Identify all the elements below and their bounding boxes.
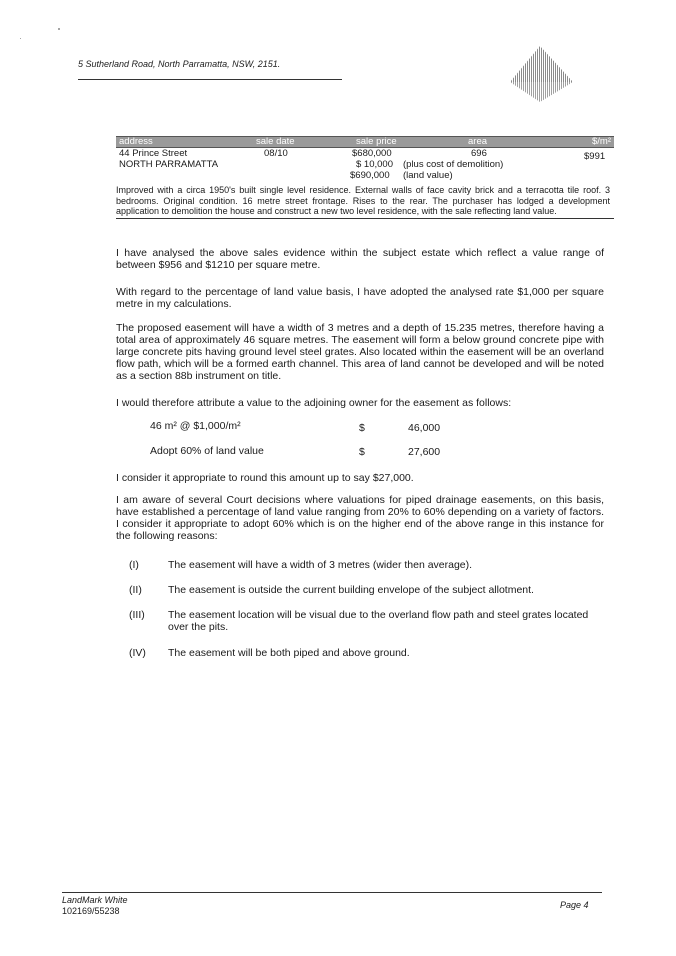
sale-street: 44 Prince Street	[119, 148, 188, 159]
scan-speck	[58, 28, 60, 30]
paragraph-court-decisions: I am aware of several Court decisions where valuations for piped drainage easements, on this basis, have established a percentage of land value ranging from 20% to 60% depending on a variety of factors. I consider it appropriate to adopt 60% which is on the higher end of the above range in this instance for the following reasons:	[116, 494, 604, 542]
reason-number: (IV)	[129, 647, 146, 659]
reason-text: The easement will have a width of 3 metres (wider then average).	[168, 559, 473, 571]
calc-line1-value: 46,000	[408, 422, 441, 434]
header-rule	[78, 79, 342, 80]
calc-line2-currency: $	[359, 446, 365, 458]
calc-line2-label: Adopt 60% of land value	[150, 445, 264, 457]
sale-date: 08/10	[264, 148, 288, 159]
col-rate: $/m²	[592, 136, 611, 147]
page-number: Page 4	[560, 900, 589, 910]
table-bottom-rule	[116, 218, 614, 219]
table-row	[116, 148, 614, 162]
sales-table-header	[116, 136, 614, 148]
calc-line1-label: 46 m² @ $1,000/m²	[150, 420, 241, 432]
table-row	[116, 159, 614, 170]
sale-description: Improved with a circa 1950's built single level residence. External walls of face cavity brick and a terracotta tile roof. 3 bedrooms. Original condition. 16 metre street frontage. Rises to the rear. The purchaser has lodged a development application to demolition the house and construct a new two level residence, with the sale reflecting land value.	[116, 185, 610, 216]
demolition-note: (plus cost of demolition)	[403, 159, 504, 170]
reason-text: The easement will be both piped and above ground.	[168, 647, 410, 659]
sale-area: 696	[471, 148, 487, 159]
sale-price: $680,000	[352, 148, 392, 159]
reason-text: The easement location will be visual due to the overland flow path and steel grates located over the pits.	[168, 609, 589, 633]
sale-suburb: NORTH PARRAMATTA	[119, 159, 219, 170]
paragraph-sales-analysis: I have analysed the above sales evidence within the subject estate which reflect a value range of between $956 and $1210 per square metre.	[116, 247, 604, 271]
sale-rate: $991	[584, 151, 606, 162]
footer-rule	[62, 892, 602, 893]
reason-number: (I)	[129, 559, 139, 571]
valuation-calculation	[116, 420, 604, 462]
col-area: area	[468, 136, 488, 147]
col-sale-date: sale date	[256, 136, 295, 147]
reason-text: The easement is outside the current building envelope of the subject allotment.	[168, 584, 534, 596]
footer-company: LandMark White	[62, 895, 128, 905]
col-sale-price: sale price	[356, 136, 397, 147]
land-value-note: (land value)	[403, 170, 453, 181]
sales-evidence-table	[116, 136, 614, 219]
paragraph-easement-description: The proposed easement will have a width of 3 metres and a depth of 15.235 metres, therefore having a total area of approximately 46 square metres. The easement will form a below ground concrete pipe with large concrete pits having ground level steel grates. Also located within the easement will be an overland flow path, which will be a formed earth channel. This area of land cannot be developed and will be noted as a section 88b instrument on title.	[116, 322, 604, 382]
paragraph-rounding: I consider it appropriate to round this amount up to say $27,000.	[116, 472, 414, 484]
paragraph-attribute-value: I would therefore attribute a value to the adjoining owner for the easement as follows:	[116, 397, 512, 409]
reason-number: (III)	[129, 609, 145, 621]
table-row	[116, 170, 614, 181]
calc-line2-value: 27,600	[408, 446, 441, 458]
land-value: $690,000	[350, 170, 390, 181]
calc-line1-currency: $	[359, 422, 365, 434]
paragraph-adopted-rate: With regard to the percentage of land value basis, I have adopted the analysed rate $1,000 per square metre in my calculations.	[116, 286, 604, 310]
footer-reference: 102169/55238	[62, 906, 120, 916]
reason-number: (II)	[129, 584, 142, 596]
demolition-cost: $ 10,000	[356, 159, 393, 170]
col-address: address	[119, 136, 153, 147]
scan-speck	[20, 38, 21, 39]
company-logo	[505, 44, 575, 104]
header-address: 5 Sutherland Road, North Parramatta, NSW, 2151.	[78, 59, 281, 69]
